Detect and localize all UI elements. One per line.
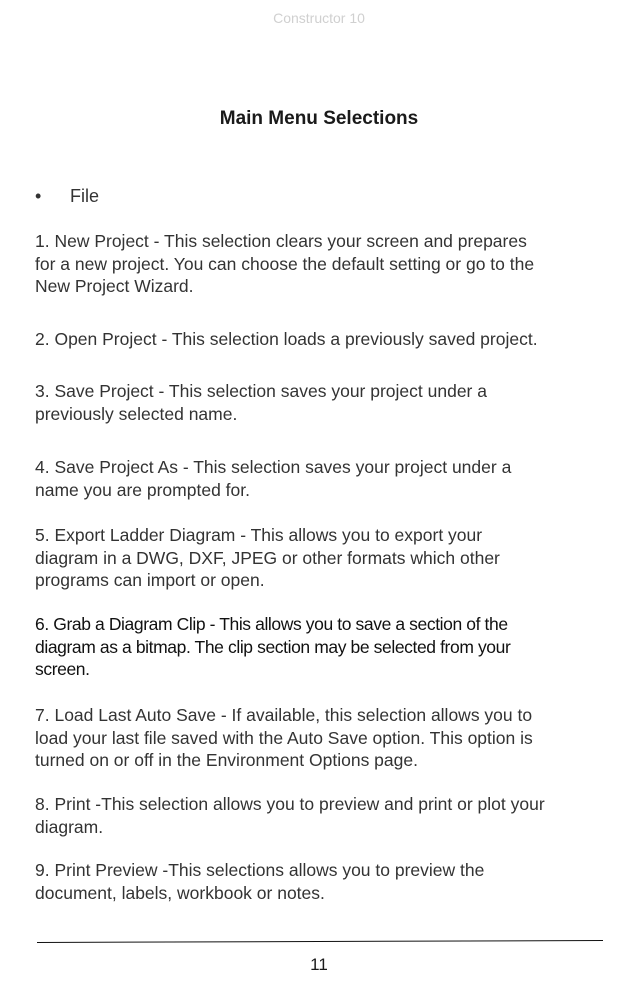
menu-item-open-project: 2. Open Project - This selection loads a previously saved project.: [35, 329, 538, 349]
menu-item-print: 8. Print -This selection allows you to preview and print or plot your diagram.: [35, 794, 545, 837]
menu-item-print-preview: 9. Print Preview -This selections allows you to preview the document, labels, workbook or notes.: [35, 860, 485, 903]
menu-item-save-project-as: 4. Save Project As - This selection saves your project under a name you are prompted for.: [35, 457, 512, 500]
bullet-icon: •: [35, 186, 42, 206]
menu-item-load-last-auto-save: 7. Load Last Auto Save - If available, this selection allows you to load your last file saved with the Auto Save option. This option is turned on or off in the Environment Options page.: [35, 705, 533, 770]
page-title: Main Menu Selections: [219, 108, 419, 129]
menu-item-new-project: 1. New Project - This selection clears your screen and prepares for a new project. You can choose the default setting or go to the New Project Wizard.: [35, 231, 535, 296]
section-label: File: [70, 186, 100, 206]
footer-divider: [37, 940, 603, 943]
menu-item-export-ladder-diagram: 5. Export Ladder Diagram - This allows you to export your diagram in a DWG, DXF, JPEG or other formats which other programs can import or open.: [35, 525, 500, 590]
page-number: 11: [310, 955, 328, 974]
running-header: Constructor 10: [273, 10, 365, 26]
menu-item-save-project: 3. Save Project - This selection saves your project under a previously selected name.: [35, 381, 487, 424]
section-heading-file: [35, 186, 99, 207]
menu-item-grab-diagram-clip: 6. Grab a Diagram Clip - This allows you to save a section of the diagram as a bitmap. The clip section may be selected from your screen.: [35, 614, 511, 679]
